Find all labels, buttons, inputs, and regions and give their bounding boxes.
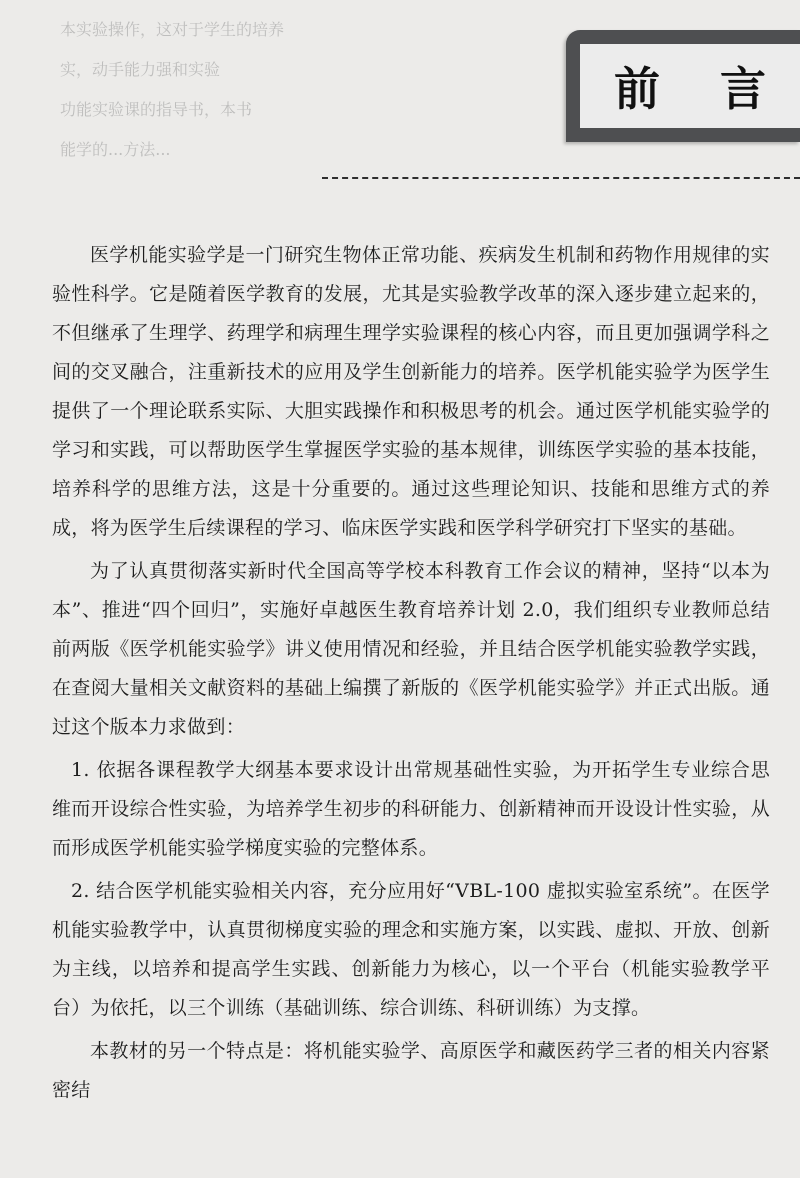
bleed-line: 实，动手能力强和实验: [60, 60, 221, 79]
bleed-line: 功能实验课的指导书，本书: [60, 100, 253, 119]
numbered-item: 2. 结合医学机能实验相关内容，充分应用好“VBL-100 虚拟实验室系统”。在医学机能实验教学中，认真贯彻梯度实验的理念和实施方案，以实践、虚拟、开放、创新为主线，以培养和提高学生实践、创新能力为核心，以一个平台（机能实验教学平台）为依托，以三个训练（基础训练、综合训练、科研训练）为支撑。: [52, 880, 770, 1019]
bleed-line: 能学的...方法...: [60, 140, 171, 159]
bleed-through-text: [60, 10, 560, 170]
dashed-divider: [322, 177, 800, 179]
bleed-line: 本实验操作，这对于学生的培养: [60, 20, 285, 39]
preface-body: [52, 236, 770, 1114]
numbered-item: 1. 依据各课程教学大纲基本要求设计出常规基础性实验，为开拓学生专业综合思维而开设综合性实验，为培养学生初步的科研能力、创新精神而开设设计性实验，从而形成医学机能实验学梯度实验的完整体系。: [52, 759, 770, 859]
paragraph: 医学机能实验学是一门研究生物体正常功能、疾病发生机制和药物作用规律的实验性科学。它是随着医学教育的发展，尤其是实验教学改革的深入逐步建立起来的，不但继承了生理学、药理学和病理生理学实验课程的核心内容，而且更加强调学科之间的交叉融合，注重新技术的应用及学生创新能力的培养。医学机能实验学为医学生提供了一个理论联系实际、大胆实践操作和积极思考的机会。通过医学机能实验学的学习和实践，可以帮助医学生掌握医学实验的基本规律，训练医学实验的基本技能，培养科学的思维方法，这是十分重要的。通过这些理论知识、技能和思维方式的养成，将为医学生后续课程的学习、临床医学实践和医学科学研究打下坚实的基础。: [52, 244, 770, 539]
title-panel: [580, 44, 800, 128]
title-tab: [566, 30, 800, 142]
paragraph: 本教材的另一个特点是：将机能实验学、高原医学和藏医药学三者的相关内容紧密结: [52, 1040, 770, 1101]
paragraph: 为了认真贯彻落实新时代全国高等学校本科教育工作会议的精神，坚持“以本为本”、推进“四个回归”，实施好卓越医生教育培养计划 2.0，我们组织专业教师总结前两版《医学机能实验学》讲义使用情况和经验，并且结合医学机能实验教学实践，在查阅大量相关文献资料的基础上编撰了新版的《医学机能实验学》并正式出版。通过这个版本力求做到：: [52, 560, 770, 738]
page-title: 前 言: [613, 62, 788, 116]
